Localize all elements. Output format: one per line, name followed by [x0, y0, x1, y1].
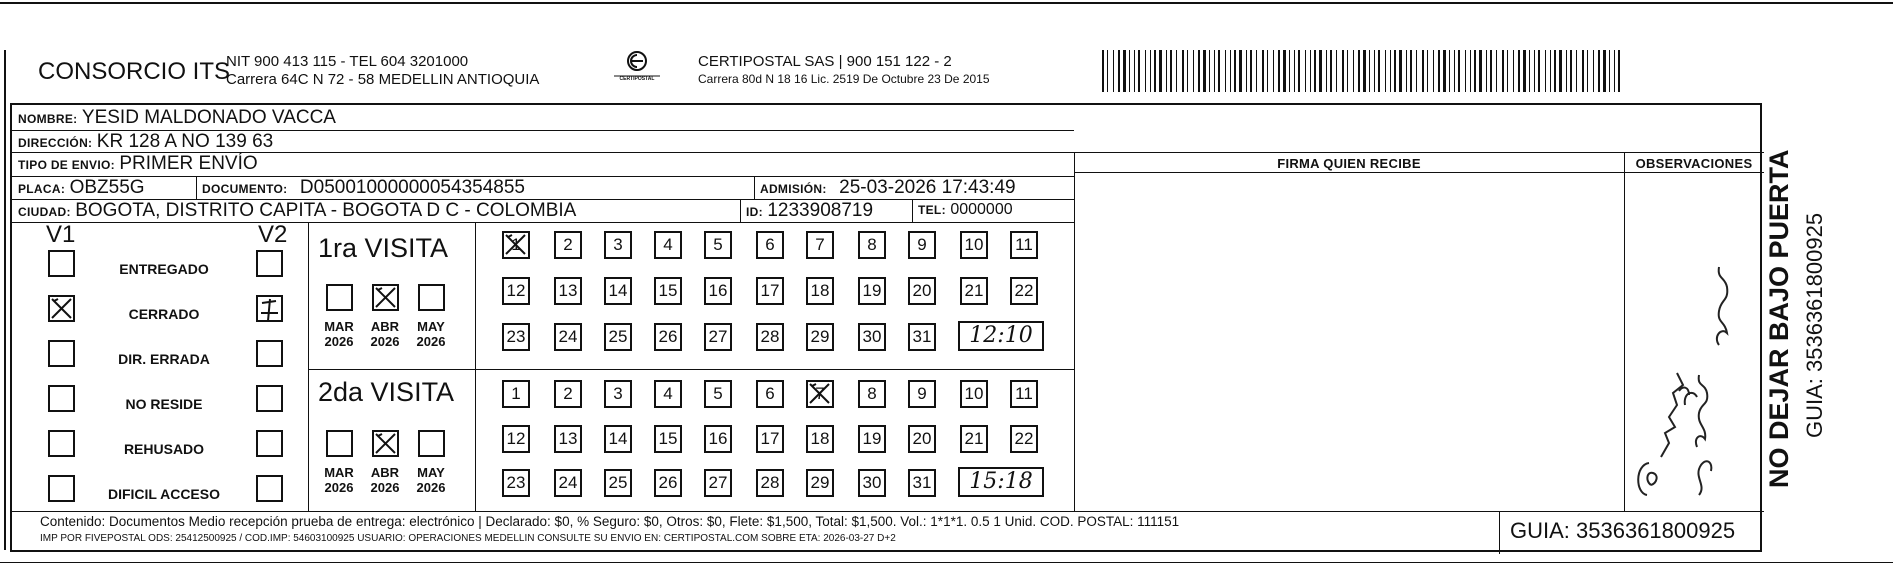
barcode-bar	[1576, 50, 1577, 92]
v2-label: V2	[258, 221, 288, 248]
barcode-bar	[1545, 50, 1546, 92]
status-checkbox-v2	[256, 295, 283, 322]
company-info	[226, 53, 539, 89]
barcode-bar	[1342, 50, 1344, 92]
status-checkbox-v1	[48, 340, 75, 367]
check-mark-icon	[806, 380, 833, 407]
tipo-envio-value: PRIMER ENVÍO	[119, 153, 258, 174]
barcode	[1100, 50, 1630, 92]
barcode-bar	[1486, 50, 1487, 92]
month-checkbox	[326, 284, 353, 311]
first-visit-title: 1ra VISITA	[318, 233, 449, 263]
company-nit: NIT 900 413 115 - TEL 604 3201000	[226, 53, 469, 70]
status-label: NO RESIDE	[125, 396, 203, 412]
day-cell: 20	[908, 425, 936, 453]
barcode-bar	[1550, 50, 1551, 92]
barcode-bar	[1593, 50, 1594, 92]
barcode-bar	[1214, 50, 1215, 92]
barcode-bar	[1145, 50, 1146, 92]
barcode-bar	[1454, 50, 1455, 92]
day-cell: 15	[654, 425, 682, 453]
day-cell: 7	[806, 231, 834, 259]
month-year: 2026	[324, 480, 354, 495]
day-cell: 30	[858, 323, 886, 351]
barcode-bar	[1559, 50, 1562, 92]
day-cell: 7	[806, 380, 834, 408]
ciudad-label: CIUDAD:	[18, 205, 71, 219]
visit-divider	[308, 369, 1074, 370]
status-checkbox-v2	[256, 250, 283, 277]
nombre-value: YESID MALDONADO VACCA	[81, 107, 336, 128]
col-divider	[1499, 511, 1500, 554]
day-cell: 26	[654, 469, 682, 497]
barcode-bar	[1422, 50, 1424, 92]
status-checkbox-v2	[256, 430, 283, 457]
status-label: ENTREGADO	[119, 261, 209, 277]
status-checkbox-v1	[48, 475, 75, 502]
barcode-bar	[1518, 50, 1520, 92]
day-cell: 2	[554, 380, 582, 408]
day-cell: 19	[858, 425, 886, 453]
sheet-bottom-border	[0, 562, 1893, 563]
barcode-bar	[1570, 50, 1572, 92]
barcode-bar	[1443, 50, 1446, 92]
barcode-bar	[1369, 50, 1370, 92]
day-cell: 29	[806, 323, 834, 351]
barcode-bar	[1582, 50, 1584, 92]
day-cell: 25	[604, 323, 632, 351]
barcode-bar	[1256, 50, 1257, 92]
month-checkbox	[418, 284, 445, 311]
barcode-bar	[1502, 50, 1504, 92]
documento-value: D05001000000054354855	[299, 177, 525, 198]
barcode-bar	[1554, 50, 1556, 92]
status-checkbox-v1	[48, 385, 75, 412]
barcode-bar	[1385, 50, 1386, 92]
month-checkbox	[372, 284, 399, 311]
barcode-bar	[1458, 50, 1460, 92]
written-time: 12:10	[958, 321, 1044, 351]
barcode-bar	[1465, 50, 1466, 92]
barcode-bar	[1330, 50, 1332, 92]
day-cell: 31	[908, 323, 936, 351]
direccion-label: DIRECCIÓN:	[18, 136, 93, 150]
barcode-bar	[1234, 50, 1236, 92]
col-divider	[196, 176, 197, 199]
day-cell: 21	[960, 425, 988, 453]
footer-divider	[12, 511, 1764, 512]
barcode-bar	[1170, 50, 1172, 92]
day-cell: 13	[554, 277, 582, 305]
barcode-bar	[1390, 50, 1391, 92]
status-checkbox-v2	[256, 385, 283, 412]
day-cell: 14	[604, 277, 632, 305]
logo-caption: CERTIPOSTAL	[619, 76, 655, 82]
barcode-bar	[1218, 50, 1220, 92]
observaciones-header: OBSERVACIONES	[1635, 156, 1753, 171]
field-ciudad	[18, 200, 576, 222]
ciudad-value: BOGOTA, DISTRITO CAPITA - BOGOTA D C - COLOMBIA	[75, 200, 577, 221]
barcode-bar	[1225, 50, 1226, 92]
status-label: DIR. ERRADA	[118, 351, 210, 367]
barcode-bar	[1363, 50, 1366, 92]
barcode-bar	[1182, 50, 1184, 92]
day-cell: 6	[756, 380, 784, 408]
observation-text	[1627, 195, 1628, 196]
barcode-bar	[1336, 50, 1337, 92]
written-time: 15:18	[958, 467, 1044, 497]
month-checkbox	[326, 430, 353, 457]
barcode-bar	[1102, 50, 1104, 92]
day-cell: 27	[704, 469, 732, 497]
barcode-bar	[1187, 50, 1188, 92]
month-label	[316, 465, 362, 495]
day-cell: 2	[554, 231, 582, 259]
col-divider	[1624, 152, 1625, 511]
day-cell: 5	[704, 231, 732, 259]
day-cell: 14	[604, 425, 632, 453]
col-divider	[754, 176, 755, 199]
barcode-bar	[1433, 50, 1434, 92]
barcode-bar	[1310, 50, 1311, 92]
placa-label: PLACA:	[18, 182, 66, 196]
barcode-bar	[1513, 50, 1514, 92]
day-cell: 17	[756, 277, 784, 305]
footer-content: Contenido: Documentos Medio recepción prueba de entrega: electrónico | Declarado: $0, % Seguro: $0, Otros: $0, Flete: $1,500, Total: $1,500. Vol.: 1*1*1. 0.5 1 Unid. COD. POSTAL: 111151	[40, 514, 1180, 529]
check-mark-icon	[256, 295, 283, 322]
day-cell: 10	[960, 231, 988, 259]
barcode-bar	[1319, 50, 1322, 92]
barcode-bar	[1598, 50, 1600, 92]
barcode-bar	[1138, 50, 1140, 92]
barcode-bar	[1374, 50, 1375, 92]
check-mark-icon	[372, 430, 399, 457]
barcode-bar	[1246, 50, 1247, 92]
day-cell: 15	[654, 277, 682, 305]
barcode-bar	[1118, 50, 1120, 92]
check-mark-icon	[372, 284, 399, 311]
col-divider	[912, 199, 913, 222]
day-cell: 12	[502, 425, 530, 453]
day-cell: 31	[908, 469, 936, 497]
day-cell: 9	[908, 231, 936, 259]
field-tel	[918, 201, 1013, 219]
barcode-bar	[1113, 50, 1114, 92]
day-cell: 8	[858, 380, 886, 408]
check-mark-icon	[48, 295, 75, 322]
day-cell: 4	[654, 231, 682, 259]
certipostal-logo-icon	[612, 50, 662, 82]
month-name: MAR	[324, 465, 354, 480]
barcode-bar	[1159, 50, 1162, 92]
observation-handwriting	[1627, 195, 1761, 509]
month-checkbox	[418, 430, 445, 457]
barcode-bar	[1193, 50, 1194, 92]
courier-address: Carrera 80d N 18 16 Lic. 2519 De Octubre 23 De 2015	[698, 72, 990, 86]
barcode-bar	[1123, 50, 1126, 92]
barcode-bar	[1294, 50, 1295, 92]
v1-label: V1	[46, 221, 76, 248]
barcode-bar	[1438, 50, 1440, 92]
tel-label: TEL:	[918, 203, 946, 217]
barcode-bar	[1298, 50, 1300, 92]
status-label: CERRADO	[128, 306, 200, 322]
direccion-value: KR 128 A NO 139 63	[96, 131, 274, 152]
second-visit-title: 2da VISITA	[318, 377, 455, 407]
barcode-bar	[1416, 50, 1417, 92]
company-name: CONSORCIO ITS	[38, 58, 231, 85]
barcode-bar	[1523, 50, 1526, 92]
day-cell: 30	[858, 469, 886, 497]
month-year: 2026	[370, 480, 400, 495]
check-mark-icon	[502, 231, 529, 258]
sheet-left-border	[4, 50, 6, 550]
admision-label: ADMISIÓN:	[760, 182, 827, 196]
field-direccion	[18, 131, 273, 153]
barcode-bar	[1496, 50, 1497, 92]
barcode-bar	[1273, 50, 1274, 92]
barcode-bar	[1474, 50, 1476, 92]
barcode-bar	[1129, 50, 1130, 92]
side-guia: GUIA: 3536361800925	[1802, 212, 1827, 438]
day-cell: 29	[806, 469, 834, 497]
barcode-bar	[1283, 50, 1286, 92]
day-cell: 28	[756, 323, 784, 351]
barcode-bar	[1230, 50, 1231, 92]
day-cell: 25	[604, 469, 632, 497]
barcode-bar	[1209, 50, 1210, 92]
day-cell: 6	[756, 231, 784, 259]
month-year: 2026	[324, 334, 354, 349]
firma-header: FIRMA QUIEN RECIBE	[1277, 156, 1421, 171]
day-cell: 28	[756, 469, 784, 497]
day-cell: 11	[1010, 231, 1038, 259]
day-cell: 9	[908, 380, 936, 408]
field-documento	[202, 177, 525, 199]
day-cell: 26	[654, 323, 682, 351]
barcode-bar	[1534, 50, 1535, 92]
day-cell: 10	[960, 380, 988, 408]
day-cell: 3	[604, 231, 632, 259]
month-year: 2026	[370, 334, 400, 349]
barcode-bar	[1198, 50, 1200, 92]
day-cell: 18	[806, 425, 834, 453]
id-value: 1233908719	[767, 200, 874, 221]
barcode-bar	[1618, 50, 1620, 92]
month-label	[408, 319, 454, 349]
barcode-bar	[1278, 50, 1280, 92]
col-divider	[308, 222, 309, 511]
day-cell: 18	[806, 277, 834, 305]
day-cell: 16	[704, 425, 732, 453]
barcode-bar	[1176, 50, 1177, 92]
field-admision	[760, 177, 1016, 199]
barcode-bar	[1107, 50, 1108, 92]
barcode-bar	[1410, 50, 1412, 92]
day-cell: 20	[908, 277, 936, 305]
status-checkbox-v2	[256, 340, 283, 367]
barcode-bar	[1609, 50, 1610, 92]
barcode-bar	[1470, 50, 1471, 92]
id-label: ID:	[746, 205, 763, 219]
col-divider	[740, 199, 741, 222]
field-nombre	[18, 107, 336, 129]
day-cell: 8	[858, 231, 886, 259]
barcode-bar	[1347, 50, 1348, 92]
footer-print-info: IMP POR FIVEPOSTAL ODS: 25412500925 / COD.IMP: 54603100925 USUARIO: OPERACIONES MEDELLIN CONSULTE SU ENVIO EN: CERTIPOSTAL.COM SOBRE ETA: 2026-03-27 D+2	[40, 533, 896, 544]
day-cell: 4	[654, 380, 682, 408]
barcode-bar	[1250, 50, 1252, 92]
month-name: ABR	[370, 465, 400, 480]
day-cell: 13	[554, 425, 582, 453]
barcode-bar	[1566, 50, 1567, 92]
barcode-bar	[1538, 50, 1540, 92]
day-cell: 27	[704, 323, 732, 351]
month-name: ABR	[370, 319, 400, 334]
barcode-bar	[1134, 50, 1135, 92]
documento-label: DOCUMENTO:	[202, 182, 288, 196]
barcode-bar	[1326, 50, 1327, 92]
barcode-bar	[1394, 50, 1396, 92]
status-checkbox-v2	[256, 475, 283, 502]
day-cell: 12	[502, 277, 530, 305]
day-cell: 5	[704, 380, 732, 408]
barcode-bar	[1378, 50, 1380, 92]
col-divider	[475, 222, 476, 511]
day-cell: 22	[1010, 277, 1038, 305]
tel-value: 0000000	[950, 201, 1013, 218]
day-cell: 17	[756, 425, 784, 453]
day-cell: 22	[1010, 425, 1038, 453]
month-year: 2026	[416, 334, 446, 349]
month-label	[362, 319, 408, 349]
sheet-top-border	[0, 2, 1893, 4]
day-cell: 3	[604, 380, 632, 408]
barcode-bar	[1166, 50, 1167, 92]
delivery-form	[10, 103, 1762, 552]
month-name: MAY	[417, 465, 445, 480]
barcode-bar	[1353, 50, 1354, 92]
barcode-bar	[1262, 50, 1264, 92]
tipo-envio-label: TIPO DE ENVIO:	[18, 158, 115, 172]
day-cell: 11	[1010, 380, 1038, 408]
field-placa	[18, 177, 145, 199]
barcode-bar	[1399, 50, 1402, 92]
day-cell: 23	[502, 323, 530, 351]
row-divider	[12, 152, 1764, 153]
day-cell: 1	[502, 231, 530, 259]
barcode-bar	[1203, 50, 1206, 92]
day-cell: 21	[960, 277, 988, 305]
barcode-bar	[1490, 50, 1492, 92]
barcode-bar	[1406, 50, 1407, 92]
courier-name: CERTIPOSTAL SAS | 900 151 122 - 2	[698, 53, 952, 70]
barcode-bar	[1289, 50, 1290, 92]
field-id	[746, 200, 873, 222]
status-checkbox-v1	[48, 430, 75, 457]
barcode-bar	[1614, 50, 1615, 92]
barcode-bar	[1587, 50, 1588, 92]
status-checkbox-v1	[48, 250, 75, 277]
month-label	[316, 319, 362, 349]
barcode-bar	[1479, 50, 1482, 92]
status-checkbox-v1	[48, 295, 75, 322]
day-cell: 24	[554, 323, 582, 351]
barcode-bar	[1529, 50, 1530, 92]
day-cell: 19	[858, 277, 886, 305]
barcode-bar	[1449, 50, 1450, 92]
barcode-bar	[1603, 50, 1606, 92]
footer-guia: GUIA: 3536361800925	[1510, 518, 1736, 543]
barcode-bar	[1427, 50, 1428, 92]
barcode-bar	[1154, 50, 1156, 92]
field-tipo-envio	[18, 153, 258, 175]
nombre-label: NOMBRE:	[18, 112, 78, 126]
month-label	[408, 465, 454, 495]
month-name: MAY	[417, 319, 445, 334]
col-divider	[1074, 152, 1075, 511]
placa-value: OBZ55G	[69, 177, 145, 198]
barcode-bar	[1507, 50, 1508, 92]
month-name: MAR	[324, 319, 354, 334]
day-cell: 1	[502, 380, 530, 408]
admision-value: 25-03-2026 17:43:49	[839, 177, 1016, 198]
status-label: DIFICIL ACCESO	[107, 486, 220, 502]
side-warning: NO DEJAR BAJO PUERTA	[1764, 149, 1794, 488]
month-year: 2026	[416, 480, 446, 495]
status-label: REHUSADO	[123, 441, 205, 457]
barcode-bar	[1150, 50, 1151, 92]
barcode-bar	[1239, 50, 1242, 92]
month-label	[362, 465, 408, 495]
day-cell: 24	[554, 469, 582, 497]
row-divider	[1074, 172, 1764, 173]
barcode-bar	[1314, 50, 1316, 92]
day-cell: 23	[502, 469, 530, 497]
company-address: Carrera 64C N 72 - 58 MEDELLIN ANTIOQUIA	[226, 71, 540, 88]
row-divider	[12, 222, 1074, 223]
barcode-bar	[1267, 50, 1268, 92]
day-cell: 16	[704, 277, 732, 305]
month-checkbox	[372, 430, 399, 457]
barcode-bar	[1358, 50, 1360, 92]
courier-info	[698, 53, 990, 87]
barcode-bar	[1305, 50, 1306, 92]
